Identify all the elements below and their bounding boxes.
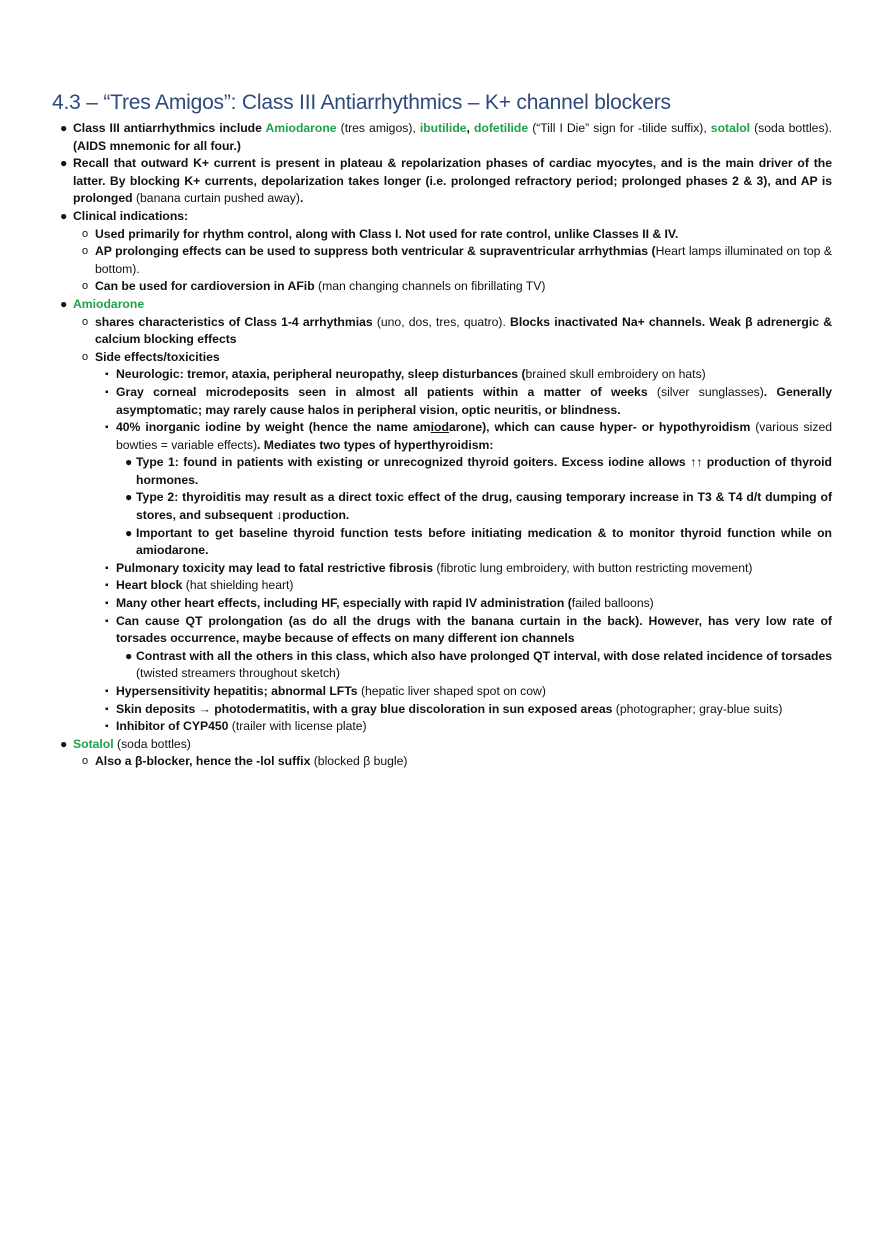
drug-ibutilide: ibutilide <box>419 121 467 135</box>
bullet-dot: ● <box>60 121 68 135</box>
bullet-square: ▪ <box>105 703 109 715</box>
item-heart-effects: ▪ Many other heart effects, including HF, especially with rapid IV administration (failed balloons) <box>52 595 832 613</box>
bullet-square: ▪ <box>105 386 109 398</box>
bullet-square: ▪ <box>105 369 109 381</box>
bullet-dot: ● <box>60 208 68 223</box>
item-baseline-tests: ● Important to get baseline thyroid function tests before initiating medication & to monitor thyroid function while on amiodarone. <box>125 525 832 558</box>
bullet-square: ▪ <box>105 598 109 610</box>
item-type-1: ● Type 1: found in patients with existing or unrecognized thyroid goiters. Excess iodine allows ↑↑ production of thyroid hormones. <box>125 455 832 487</box>
item-type-2: ● Type 2: thyroiditis may result as a direct toxic effect of the drug, causing temporary increase in T3 & T4 d/t dumping of stores, and subsequent ↓production. <box>125 490 832 523</box>
bullet-clinical-indications: ● Clinical indications: <box>52 208 832 226</box>
item-qt-prolongation: ▪ Can cause QT prolongation (as do all the drugs with the banana curtain in the back). However, has very low rate of torsades occurrence, maybe because of effects on many different ion channels <box>105 613 832 646</box>
item-corneal: ▪ Gray corneal microdeposits seen in almost all patients within a matter of weeks (silver sunglasses). Generally asymptomatic; may rarely cause halos in peripheral vision, optic neuritis, or blindness. <box>105 384 833 417</box>
bullet-square: ▪ <box>105 686 109 697</box>
item-skin: ▪ Skin deposits → photodermatitis, with a gray blue discoloration in sun exposed areas (photographer; gray-blue suits) <box>52 701 832 719</box>
section-heading: 4.3 – “Tres Amigos”: Class III Antiarrhythmics – K+ channel blockers <box>52 91 671 114</box>
sub-side-effects: o Side effects/toxicities <box>52 349 832 367</box>
bullet-circle: o <box>82 227 89 240</box>
item-neurologic: ▪ Neurologic: tremor, ataxia, peripheral neuropathy, sleep disturbances (brained skull embroidery on hats) <box>52 366 832 384</box>
bullet-circle: o <box>82 755 89 768</box>
bullet-square: ▪ <box>105 615 109 627</box>
bullet-class-iii-drugs: ● Class III antiarrhythmics include Amiodarone (tres amigos), ibutilide, dofetilide (“Till I Die” sign for -tilide suffix), sotalol (soda bottles). (AIDS mnemonic for all four.) <box>60 121 832 153</box>
bullet-circle: o <box>82 245 89 258</box>
sub-beta-blocker: o Also a β-blocker, hence the -lol suffix (blocked β bugle) <box>52 753 832 771</box>
bullet-square: ▪ <box>105 721 109 733</box>
bullet-dot: ● <box>60 156 68 171</box>
sub-class-characteristics: o shares characteristics of Class 1-4 arrhythmias (uno, dos, tres, quatro). Blocks inactivated Na+ channels. Weak β adrenergic & calcium blocking effects <box>82 314 833 347</box>
item-hepatitis: ▪ Hypersensitivity hepatitis; abnormal LFTs (hepatic liver shaped spot on cow) <box>52 683 832 701</box>
bullet-circle: o <box>82 315 89 328</box>
drug-amiodarone: Amiodarone <box>265 121 337 135</box>
item-pulmonary: ▪ Pulmonary toxicity may lead to fatal restrictive fibrosis (fibrotic lung embroidery, with button restricting movement) <box>52 560 832 578</box>
drug-sotalol: sotalol <box>710 121 751 135</box>
bullet-dot: ● <box>125 525 133 540</box>
item-heart-block: ▪ Heart block (hat shielding heart) <box>52 577 832 595</box>
sub-ap-prolonging: o AP prolonging effects can be used to suppress both ventricular & supraventricular arrhythmias (Heart lamps illuminated on top & bottom). <box>82 244 832 276</box>
bullet-dot: ● <box>60 736 68 751</box>
bullet-dot: ● <box>125 490 133 505</box>
bullet-dot: ● <box>60 296 68 311</box>
bullet-dot: ● <box>125 648 133 663</box>
bullet-square: ▪ <box>105 422 109 434</box>
bullet-sotalol: ● Sotalol (soda bottles) <box>52 736 832 754</box>
bullet-circle: o <box>82 350 89 363</box>
bullet-square: ▪ <box>105 580 109 592</box>
drug-dofetilide: dofetilide <box>473 121 529 135</box>
sub-rhythm-control: o Used primarily for rhythm control, along with Class I. Not used for rate control, unlike Classes II & IV. <box>52 226 832 244</box>
bullet-square: ▪ <box>105 562 109 574</box>
bullet-circle: o <box>82 280 89 293</box>
bullet-k-current: ● Recall that outward K+ current is present in plateau & repolarization phases of cardiac myocytes, and is the main driver of the latter. By blocking K+ currents, depolarization takes longer (i.e. prolonged refractory period; prolonged phases 2 & 3), and AP is prolonged (banana curtain pushed away). <box>60 156 832 206</box>
bullet-amiodarone: ● Amiodarone <box>52 296 832 314</box>
item-cyp450: ▪ Inhibitor of CYP450 (trailer with license plate) <box>52 718 832 736</box>
item-iodine: ▪ 40% inorganic iodine by weight (hence the name amiodarone), which can cause hyper- or hypothyroidism (various sized bowties = variable effects). Mediates two types of hyperthyroidism: <box>105 420 833 452</box>
item-contrast: ● Contrast with all the others in this class, which also have prolonged QT interval, with dose related incidence of torsades (twisted streamers throughout sketch) <box>125 648 832 681</box>
notes-body <box>52 120 832 771</box>
bullet-dot: ● <box>125 455 133 470</box>
sub-cardioversion: o Can be used for cardioversion in AFib (man changing channels on fibrillating TV) <box>52 278 832 296</box>
